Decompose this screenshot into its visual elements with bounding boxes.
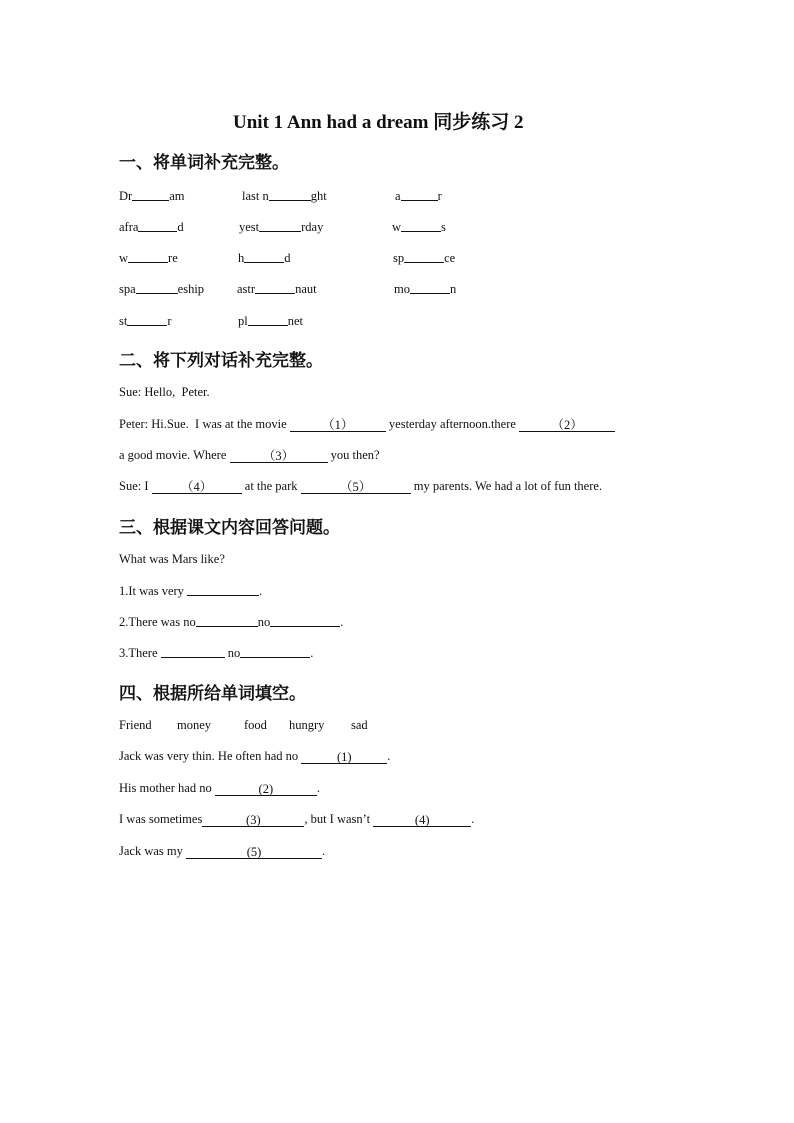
answer-blank[interactable] <box>269 188 311 201</box>
answer-blank[interactable]: (2) <box>215 783 317 796</box>
word-bank-item: food <box>244 718 267 732</box>
answer-blank[interactable] <box>270 614 340 627</box>
dialogue-line: Sue: Hello, Peter. <box>119 385 210 399</box>
answer-blank[interactable] <box>401 188 438 201</box>
answer-blank[interactable]: （3） <box>230 450 328 463</box>
word-item: last n ght <box>242 189 327 203</box>
answer-blank[interactable] <box>128 250 168 263</box>
answer-blank[interactable] <box>240 645 310 658</box>
section-3-heading: 三、根据课文内容回答问题。 <box>119 518 340 538</box>
section-1-heading: 一、将单词补充完整。 <box>119 153 289 173</box>
answer-blank[interactable]: （1） <box>290 419 386 432</box>
word-item: spa eship <box>119 282 205 296</box>
word-bank-item: Friend <box>119 718 152 732</box>
answer-blank[interactable]: （2） <box>519 419 615 432</box>
answer-blank[interactable] <box>255 281 295 294</box>
fill-line: I was sometimes (3) , but I wasn’t (4) . <box>119 812 475 827</box>
word-item: st r <box>119 314 172 328</box>
answer-blank[interactable] <box>404 250 444 263</box>
fill-line: His mother had no (2) . <box>119 781 320 796</box>
answer-blank[interactable] <box>127 313 167 326</box>
answer-blank[interactable] <box>161 645 225 658</box>
word-item: sp ce <box>393 251 456 265</box>
word-item: w re <box>119 251 178 265</box>
answer-blank[interactable] <box>196 614 258 627</box>
dialogue-line: Peter: Hi.Sue. I was at the movie （1） yesterday afternoon.there （2） <box>119 417 615 432</box>
word-bank-item: hungry <box>289 718 325 732</box>
answer-blank[interactable]: (1) <box>301 751 387 764</box>
word-item: pl net <box>238 314 304 328</box>
answer-blank[interactable]: (3) <box>202 814 304 827</box>
word-item: mo n <box>394 282 457 296</box>
word-item: w s <box>392 220 446 234</box>
word-item: afra d <box>119 220 184 234</box>
answer-blank[interactable]: （5） <box>301 481 411 494</box>
question: What was Mars like? <box>119 552 225 566</box>
section-4-heading: 四、根据所给单词填空。 <box>119 684 306 704</box>
answer-blank[interactable] <box>259 219 301 232</box>
answer-blank[interactable] <box>244 250 284 263</box>
word-item: astr naut <box>237 282 317 296</box>
word-item: yest rday <box>239 220 324 234</box>
word-bank-item: money <box>177 718 212 732</box>
page-title: Unit 1 Ann had a dream 同步练习 2 <box>233 112 524 133</box>
fill-line: Jack was my (5) . <box>119 844 326 859</box>
answer-blank[interactable] <box>136 281 178 294</box>
answer-line: 1.It was very . <box>119 584 263 598</box>
dialogue-line: a good movie. Where （3） you then? <box>119 448 380 463</box>
answer-blank[interactable]: （4） <box>152 481 242 494</box>
answer-blank[interactable] <box>132 188 169 201</box>
fill-line: Jack was very thin. He often had no (1) . <box>119 749 391 764</box>
answer-line: 2.There was no no . <box>119 615 344 629</box>
answer-blank[interactable] <box>401 219 441 232</box>
answer-blank[interactable]: (4) <box>373 814 471 827</box>
word-bank-item: sad <box>351 718 368 732</box>
section-2-heading: 二、将下列对话补充完整。 <box>119 351 323 371</box>
word-item: a r <box>395 189 442 203</box>
answer-blank[interactable] <box>410 281 450 294</box>
answer-blank[interactable] <box>187 583 259 596</box>
dialogue-line: Sue: I （4） at the park （5） my parents. We had a lot of fun there. <box>119 479 603 494</box>
answer-blank[interactable] <box>248 313 288 326</box>
answer-blank[interactable] <box>138 219 177 232</box>
answer-blank[interactable]: (5) <box>186 846 322 859</box>
word-item: Dr am <box>119 189 185 203</box>
answer-line: 3.There no . <box>119 646 314 660</box>
word-item: h d <box>238 251 291 265</box>
